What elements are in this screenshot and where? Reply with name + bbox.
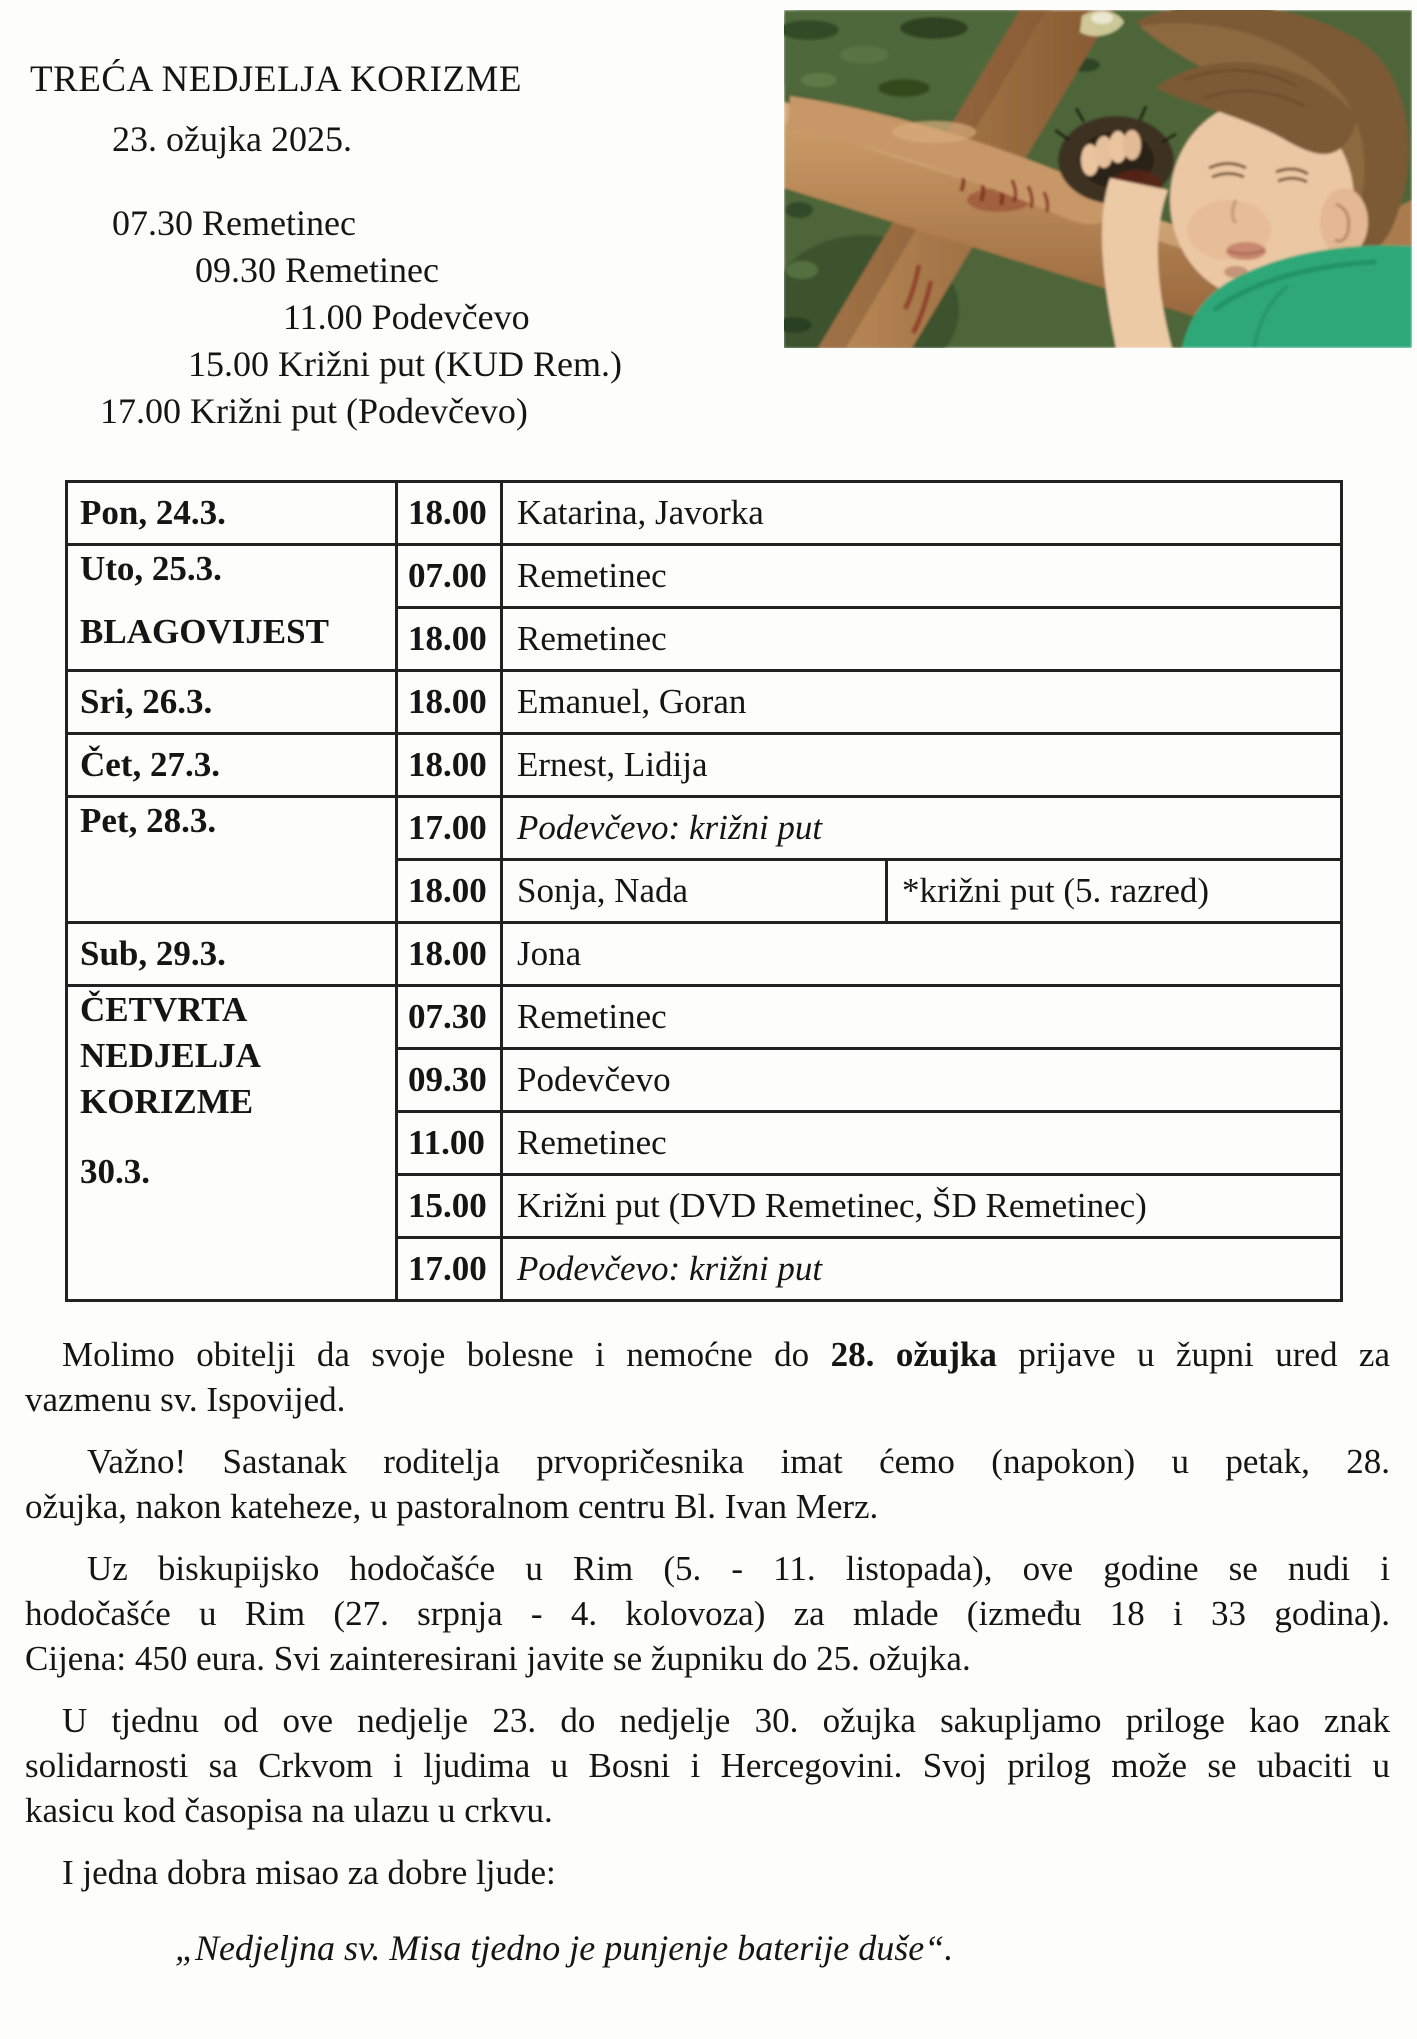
paragraph-rome-pilgrimage [25, 1546, 1390, 1681]
time-cell: 18.00 [397, 671, 502, 734]
paragraph-line: ožujka, nakon kateheze, u pastoralnom centru Bl. Ivan Merz. [25, 1487, 879, 1526]
time-cell: 11.00 [397, 1112, 502, 1175]
schedule-line: 15.00 Križni put (KUD Rem.) [188, 344, 622, 384]
table-row [67, 671, 1342, 734]
time-cell: 07.30 [397, 986, 502, 1049]
mass-schedule-table [65, 480, 1343, 1302]
time-cell: 18.00 [397, 860, 502, 923]
time-cell: 07.00 [397, 545, 502, 608]
time-cell: 17.00 [397, 1238, 502, 1301]
paragraph-line: U tjednu od ove nedjelje 23. do nedjelje 30. ožujka sakupljamo priloge kao znak [62, 1701, 1390, 1740]
schedule-line: 07.30 Remetinec [112, 203, 356, 243]
paragraph-line: vazmenu sv. Ispovijed. [25, 1380, 346, 1419]
sunday-date-label: 30.3. [80, 1152, 150, 1191]
day-cell: Sub, 29.3. [67, 923, 397, 986]
time-cell: 17.00 [397, 797, 502, 860]
day-cell: Sri, 26.3. [67, 671, 397, 734]
text-run: prijave u župni ured za [996, 1335, 1390, 1374]
paragraph-line: Važno! Sastanak roditelja prvopričesnika imat ćemo (napokon) u petak, 28. [87, 1442, 1390, 1481]
time-cell: 09.30 [397, 1049, 502, 1112]
time-cell: 18.00 [397, 923, 502, 986]
table-row [67, 482, 1342, 545]
page-title: TREĆA NEDJELJA KORIZME [30, 59, 522, 100]
intention-cell: Emanuel, Goran [502, 671, 1342, 734]
table-row [67, 986, 1342, 1049]
schedule-line: 09.30 Remetinec [195, 250, 439, 290]
sunday-label: ČETVRTA NEDJELJA KORIZME [80, 990, 259, 1121]
announcements [25, 1332, 1390, 1971]
table-row [67, 797, 1342, 860]
text-run: Molimo obitelji da svoje bolesne i nemoćne do [62, 1335, 831, 1374]
sunday-mass-schedule [0, 200, 622, 435]
intention-cell: Remetinec [502, 608, 1342, 671]
weekly-quote: „Nedjeljna sv. Misa tjedno je punjenje baterije duše“. [175, 1928, 954, 1968]
schedule-line: 17.00 Križni put (Podevčevo) [100, 391, 528, 431]
day-cell: Čet, 27.3. [67, 734, 397, 797]
intention-cell: Sonja, Nada [502, 860, 887, 923]
intention-cell: Remetinec [502, 545, 1342, 608]
table-row [67, 734, 1342, 797]
day-cell [67, 545, 397, 671]
time-cell: 18.00 [397, 482, 502, 545]
paragraph-line: kasicu kod časopisa na ulazu u crkvu. [25, 1791, 553, 1830]
day-cell: Pon, 24.3. [67, 482, 397, 545]
paragraph-sick-confession [25, 1332, 1390, 1422]
paragraph-line: Uz biskupijsko hodočašće u Rim (5. - 11. listopada), ove godine se nudi i [87, 1549, 1390, 1588]
paragraph-bosnia-collection [25, 1698, 1390, 1833]
intention-cell: Podevčevo: križni put [502, 1238, 1342, 1301]
intention-cell: Ernest, Lidija [502, 734, 1342, 797]
feast-label: BLAGOVIJEST [80, 612, 329, 651]
bold-date: 28. ožujka [830, 1335, 997, 1374]
paragraph-good-thought-intro: I jedna dobra misao za dobre ljude: [62, 1853, 556, 1892]
day-cell [67, 986, 397, 1301]
intention-cell: Remetinec [502, 986, 1342, 1049]
intention-cell: Podevčevo [502, 1049, 1342, 1112]
crucifix-child-photo-art [784, 10, 1412, 348]
paragraph-line [25, 1332, 1390, 1377]
schedule-line: 11.00 Podevčevo [283, 297, 530, 337]
intention-cell: Jona [502, 923, 1342, 986]
note-cell: *križni put (5. razred) [887, 860, 1342, 923]
intention-cell: Podevčevo: križni put [502, 797, 1342, 860]
time-cell: 15.00 [397, 1175, 502, 1238]
day-label: Uto, 25.3. [80, 549, 222, 588]
crucifix-child-photo [784, 10, 1412, 348]
table-row [67, 545, 1342, 608]
table-row [67, 923, 1342, 986]
paragraph-line: hodočašće u Rim (27. srpnja - 4. kolovoza) za mlade (između 18 i 33 godina). [25, 1594, 1390, 1633]
document-date: 23. ožujka 2025. [112, 119, 352, 159]
photo-child-ear [1320, 188, 1368, 256]
intention-cell: Križni put (DVD Remetinec, ŠD Remetinec) [502, 1175, 1342, 1238]
time-cell: 18.00 [397, 608, 502, 671]
paragraph-line: Cijena: 450 eura. Svi zainteresirani javite se župniku do 25. ožujka. [25, 1639, 971, 1678]
paragraph-line: solidarnosti sa Crkvom i ljudima u Bosni i Hercegovini. Svoj prilog može se ubaciti u [25, 1746, 1390, 1785]
intention-cell: Remetinec [502, 1112, 1342, 1175]
paragraph-first-communion-meeting [25, 1439, 1390, 1529]
time-cell: 18.00 [397, 734, 502, 797]
intention-cell: Katarina, Javorka [502, 482, 1342, 545]
day-cell: Pet, 28.3. [67, 797, 397, 923]
